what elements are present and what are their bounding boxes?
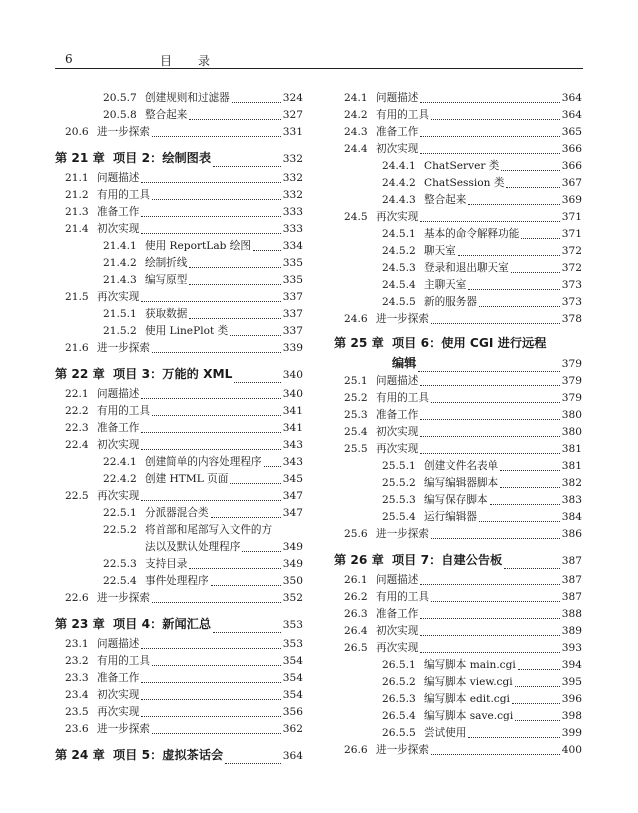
leader-dots [420, 152, 559, 154]
leader-dots [506, 186, 559, 188]
leader-dots [213, 631, 281, 633]
header-title-char-2: 录 [198, 54, 211, 68]
toc-entry[interactable]: 22.5 再次实现 347 [65, 490, 303, 502]
toc-entry[interactable]: 26.5 再次实现 393 [344, 642, 582, 654]
page-number: 6 [65, 52, 73, 66]
toc-entry[interactable]: 26.6 进一步探索 400 [344, 744, 582, 756]
leader-dots [479, 520, 560, 522]
toc-entry[interactable]: 22.1 问题描述 340 [65, 388, 303, 400]
toc-entry[interactable]: 25.5.2 编写编辑器脚本 382 [382, 477, 582, 489]
leader-dots [141, 698, 280, 700]
leader-dots [420, 418, 559, 420]
leader-dots [420, 583, 559, 585]
leader-dots [141, 232, 280, 234]
leader-dots [152, 198, 281, 200]
leader-dots [213, 165, 281, 167]
leader-dots [420, 220, 559, 222]
header-title-char-1: 目 [160, 54, 173, 68]
toc-entry[interactable]: 23.2 有用的工具 354 [65, 655, 303, 667]
toc-entry[interactable]: 25.5 再次实现 381 [344, 443, 582, 455]
toc-entry[interactable]: 20.5.7 创建规则和过滤器 324 [103, 92, 303, 104]
leader-dots [264, 465, 281, 467]
leader-dots [189, 118, 280, 120]
toc-entry[interactable]: 21.5.1 获取数据 337 [103, 308, 303, 320]
toc-entry[interactable]: 22.5.4 事件处理程序 350 [103, 575, 303, 587]
chapter-25-heading-line2[interactable]: 编辑 379 [392, 356, 582, 370]
toc-entry[interactable]: 20.6 进一步探索 331 [65, 126, 303, 138]
toc-entry[interactable]: 22.4 初次实现 343 [65, 439, 303, 451]
toc-entry[interactable]: 26.5.5 尝试使用 399 [382, 727, 582, 739]
leader-dots [431, 322, 560, 324]
toc-entry[interactable]: 22.4.2 创建 HTML 页面 345 [103, 473, 303, 485]
leader-dots [431, 118, 560, 120]
leader-dots [242, 550, 280, 552]
leader-dots [232, 101, 281, 103]
leader-dots [152, 601, 281, 603]
toc-entry[interactable]: 26.1 问题描述 387 [344, 574, 582, 586]
leader-dots [152, 732, 281, 734]
toc-entry[interactable]: 21.5 再次实现 337 [65, 291, 303, 303]
toc-entry[interactable]: 23.6 进一步探索 362 [65, 723, 303, 735]
leader-dots [420, 135, 559, 137]
leader-dots [141, 215, 280, 217]
toc-left-column [55, 90, 303, 767]
toc-entry[interactable]: 24.4.3 整合起来 369 [382, 194, 582, 206]
leader-dots [211, 516, 281, 518]
toc-entry[interactable]: 24.5.2 聊天室 372 [382, 245, 582, 257]
toc-entry[interactable]: 25.2 有用的工具 379 [344, 392, 582, 404]
leader-dots [152, 664, 281, 666]
toc-entry[interactable]: 24.1 问题描述 364 [344, 92, 582, 104]
toc-entry[interactable]: 22.3 准备工作 341 [65, 422, 303, 434]
leader-dots [431, 753, 560, 755]
toc-entry[interactable]: 26.5.2 编写脚本 view.cgi 395 [382, 676, 582, 688]
toc-entry[interactable]: 26.2 有用的工具 387 [344, 591, 582, 603]
chapter-25-heading[interactable]: 第 25 章 项目 6：使用 CGI 进行远程 [334, 336, 547, 350]
toc-entry[interactable]: 25.5.4 运行编辑器 384 [382, 511, 582, 523]
leader-dots [189, 567, 280, 569]
leader-dots [189, 317, 280, 319]
chapter-21-heading[interactable]: 第 21 章 项目 2：绘制图表 332 [55, 151, 303, 165]
toc-entry[interactable]: 23.4 初次实现 354 [65, 689, 303, 701]
leader-dots [420, 435, 559, 437]
toc-entry[interactable]: 22.5.1 分派器混合类 347 [103, 507, 303, 519]
toc-entry[interactable]: 24.4.1 ChatServer 类 366 [382, 160, 582, 172]
chapter-22-heading[interactable]: 第 22 章 项目 3：万能的 XML 340 [55, 367, 303, 381]
leader-dots [152, 414, 281, 416]
leader-dots [479, 305, 560, 307]
leader-dots [504, 567, 560, 569]
leader-dots [521, 237, 559, 239]
leader-dots [234, 381, 280, 383]
toc-entry[interactable]: 25.5.1 创建文件名表单 381 [382, 460, 582, 472]
leader-dots [141, 647, 280, 649]
toc-entry[interactable]: 21.4.3 编写原型 335 [103, 274, 303, 286]
toc-entry[interactable]: 26.3 准备工作 388 [344, 608, 582, 620]
leader-dots [420, 384, 559, 386]
toc-entry[interactable]: 21.4 初次实现 333 [65, 223, 303, 235]
toc-entry[interactable]: 25.4 初次实现 380 [344, 426, 582, 438]
toc-entry[interactable]: 24.4.2 ChatSession 类 367 [382, 177, 582, 189]
leader-dots [141, 431, 280, 433]
toc-entry[interactable]: 21.6 进一步探索 339 [65, 342, 303, 354]
leader-dots [468, 288, 559, 290]
toc-entry[interactable]: 24.5.1 基本的命令解释功能 371 [382, 228, 582, 240]
toc-entry[interactable]: 26.5.3 编写脚本 edit.cgi 396 [382, 693, 582, 705]
toc-entry[interactable]: 24.5.5 新的服务器 373 [382, 296, 582, 308]
leader-dots [253, 249, 281, 251]
toc-entry[interactable]: 21.4.1 使用 ReportLab 绘图 334 [103, 240, 303, 252]
leader-dots [431, 401, 560, 403]
leader-dots [141, 448, 280, 450]
toc-entry[interactable]: 21.3 准备工作 333 [65, 206, 303, 218]
chapter-24-heading[interactable]: 第 24 章 项目 5：虚拟茶话会 364 [55, 748, 303, 762]
toc-entry[interactable]: 24.3 准备工作 365 [344, 126, 582, 138]
leader-dots [468, 203, 559, 205]
leader-dots [420, 452, 559, 454]
leader-dots [141, 715, 280, 717]
toc-entry[interactable]: 24.2 有用的工具 364 [344, 109, 582, 121]
toc-entry[interactable]: 21.2 有用的工具 332 [65, 189, 303, 201]
leader-dots [230, 334, 281, 336]
leader-dots [141, 300, 280, 302]
toc-entry[interactable]: 24.5.3 登录和退出聊天室 372 [382, 262, 582, 274]
toc-right-column [334, 90, 582, 759]
leader-dots [420, 617, 559, 619]
leader-dots [500, 469, 560, 471]
leader-dots [518, 668, 560, 670]
toc-entry-line1[interactable]: 22.5.2 将首部和尾部写入文件的方 [103, 524, 273, 536]
toc-entry[interactable]: 24.6 进一步探索 378 [344, 313, 582, 325]
leader-dots [189, 283, 280, 285]
toc-entry[interactable]: 26.5.1 编写脚本 main.cgi 394 [382, 659, 582, 671]
leader-dots [511, 271, 560, 273]
leader-dots [152, 135, 281, 137]
leader-dots [490, 503, 560, 505]
toc-entry[interactable]: 23.5 再次实现 356 [65, 706, 303, 718]
toc-entry[interactable]: 24.5 再次实现 371 [344, 211, 582, 223]
toc-entry[interactable]: 25.5.3 编写保存脚本 383 [382, 494, 582, 506]
leader-dots [152, 351, 281, 353]
leader-dots [501, 169, 559, 171]
leader-dots [515, 685, 560, 687]
toc-entry[interactable]: 25.1 问题描述 379 [344, 375, 582, 387]
toc-entry[interactable]: 21.1 问题描述 332 [65, 172, 303, 184]
toc-entry[interactable]: 24.5.4 主聊天室 373 [382, 279, 582, 291]
toc-entry[interactable]: 23.1 问题描述 353 [65, 638, 303, 650]
leader-dots [431, 537, 560, 539]
leader-dots [141, 397, 280, 399]
toc-entry[interactable]: 22.2 有用的工具 341 [65, 405, 303, 417]
toc-entry[interactable]: 26.4 初次实现 389 [344, 625, 582, 637]
leader-dots [431, 600, 560, 602]
toc-entry[interactable]: 25.6 进一步探索 386 [344, 528, 582, 540]
toc-entry[interactable]: 20.5.8 整合起来 327 [103, 109, 303, 121]
leader-dots [418, 370, 559, 372]
toc-entry[interactable]: 21.5.2 使用 LinePlot 类 337 [103, 325, 303, 337]
leader-dots [225, 762, 281, 764]
leader-dots [211, 584, 281, 586]
leader-dots [458, 254, 560, 256]
page-header [55, 52, 583, 69]
leader-dots [420, 101, 559, 103]
toc-entry[interactable]: 26.5.4 编写脚本 save.cgi 398 [382, 710, 582, 722]
toc-entry[interactable]: 22.6 进一步探索 352 [65, 592, 303, 604]
toc-entry[interactable]: 23.3 准备工作 354 [65, 672, 303, 684]
leader-dots [141, 499, 280, 501]
leader-dots [515, 719, 560, 721]
leader-dots [141, 681, 280, 683]
toc-entry[interactable]: 25.3 准备工作 380 [344, 409, 582, 421]
leader-dots [141, 181, 280, 183]
toc-entry[interactable]: 21.4.2 绘制折线 335 [103, 257, 303, 269]
leader-dots [230, 482, 280, 484]
leader-dots [468, 736, 559, 738]
chapter-26-heading[interactable]: 第 26 章 项目 7：自建公告板 387 [334, 553, 582, 567]
chapter-23-heading[interactable]: 第 23 章 项目 4：新闻汇总 353 [55, 617, 303, 631]
toc-entry[interactable]: 22.5.3 支持目录 349 [103, 558, 303, 570]
leader-dots [512, 702, 560, 704]
toc-entry[interactable]: 24.4 初次实现 366 [344, 143, 582, 155]
leader-dots [500, 486, 560, 488]
leader-dots [189, 266, 280, 268]
toc-entry[interactable]: 22.4.1 创建简单的内容处理程序 343 [103, 456, 303, 468]
toc-entry-line2[interactable]: 法以及默认处理程序 349 [145, 541, 303, 553]
leader-dots [420, 634, 559, 636]
leader-dots [420, 651, 559, 653]
